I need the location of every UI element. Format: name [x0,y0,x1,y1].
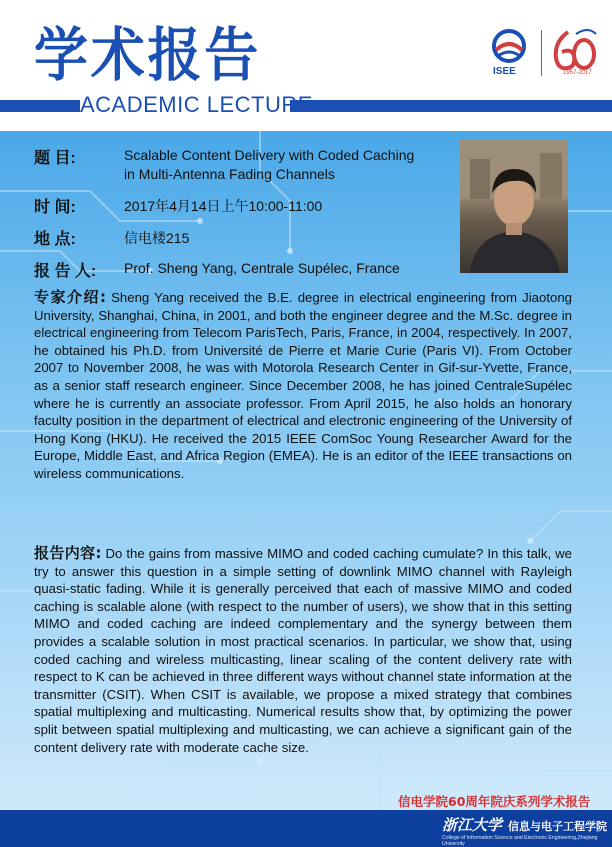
logo-divider [541,30,542,76]
bio-heading: 专家介绍: [34,288,106,306]
title-chinese: 学术报告 [34,21,261,89]
title-english: ACADEMIC LECTURE [80,92,313,117]
lecture-abstract [34,545,572,756]
header [0,0,612,131]
speaker-bio [34,289,572,483]
abstract-heading: 报告内容: [34,544,102,562]
speaker-label: 报 告 人: [34,263,97,280]
time-value: 2017年4月14日上午10:00-11:00 [124,198,323,214]
university-name-calligraphy: 浙江大学 [442,816,503,834]
lecture-series-caption: 信电学院60周年院庆系列学术报告 [398,794,591,809]
topic-line-1: Scalable Content Delivery with Coded Caching [124,147,415,163]
time-label: 时 间: [34,199,76,216]
abstract-text: Do the gains from massive MIMO and coded caching cumulate? In this talk, we try to answer this question in a simple setting of downlink MIMO channel with Rayleigh quasi-static fading. While it is generally perceived that each of massive MIMO and coded caching is scalable alone (with respect to the number of users), we show that in this setting MIMO and coded caching are indeed complementary and the synergy between them provides a scalable solution in most practical scenarios. In particular, we show that, using coded caching and wireless multicasting, linear scaling of the content delivery rate with respect to K can be achieved in three different ways without channel state information at the transmitter (CSIT). When CSIT is available, we propose a mixed strategy that combines spatial multiplexing and multicasting. Numerical results show that, by optimizing the power split between spatial multiplexing and multicasting, we can achieve a significant gain of the content delivery rate with moderate cache size. [34,546,572,755]
speaker-photo [460,139,568,273]
place-value: 信电楼215 [124,230,190,246]
speaker-value: Prof. Sheng Yang, Centrale Supélec, France [124,260,400,276]
topic-line-2: in Multi-Antenna Fading Channels [124,166,335,182]
title-bar-right [290,100,612,112]
college-name-english: College of Information Science and Electronic Engineering,Zhejiang University [442,835,598,847]
title-bar-left [0,100,80,112]
place-label: 地 点: [34,231,76,248]
topic-label: 题 目: [34,150,76,167]
content-panel [0,131,612,810]
bio-text: Sheng Yang received the B.E. degree in electrical engineering from Jiaotong University, Shanghai, China, in 2001, and both the engineer degree and the M.Sc. degree in electrical engineering from Telecom ParisTech, Paris, France, in 2004, respectively. In 2007, he obtained his Ph.D. from Université de Pierre et Marie Curie (Paris VI). From October 2007 to November 2008, he was with Motorola Research Center in Gif-sur-Yvette, France, as a senior staff research engineer. Since December 2008, he has joined CentraleSupélec where he is currently an associate professor. From April 2015, he also holds an honorary faculty position in the department of electrical and electronic engineering of the University of Hong Kong (HKU). He received the 2015 IEEE ComSoc Young Researcher Award for the Europe, Middle East, and Africa Region (EMEA). He is an editor of the IEEE transactions on wireless communications. [34,290,573,481]
isee-logo-label: ISEE [493,66,516,77]
speaker-portrait-icon [460,139,568,273]
anniversary-years-label: 1957-2017 [563,70,592,76]
college-name-chinese: 信息与电子工程学院 [508,820,607,833]
